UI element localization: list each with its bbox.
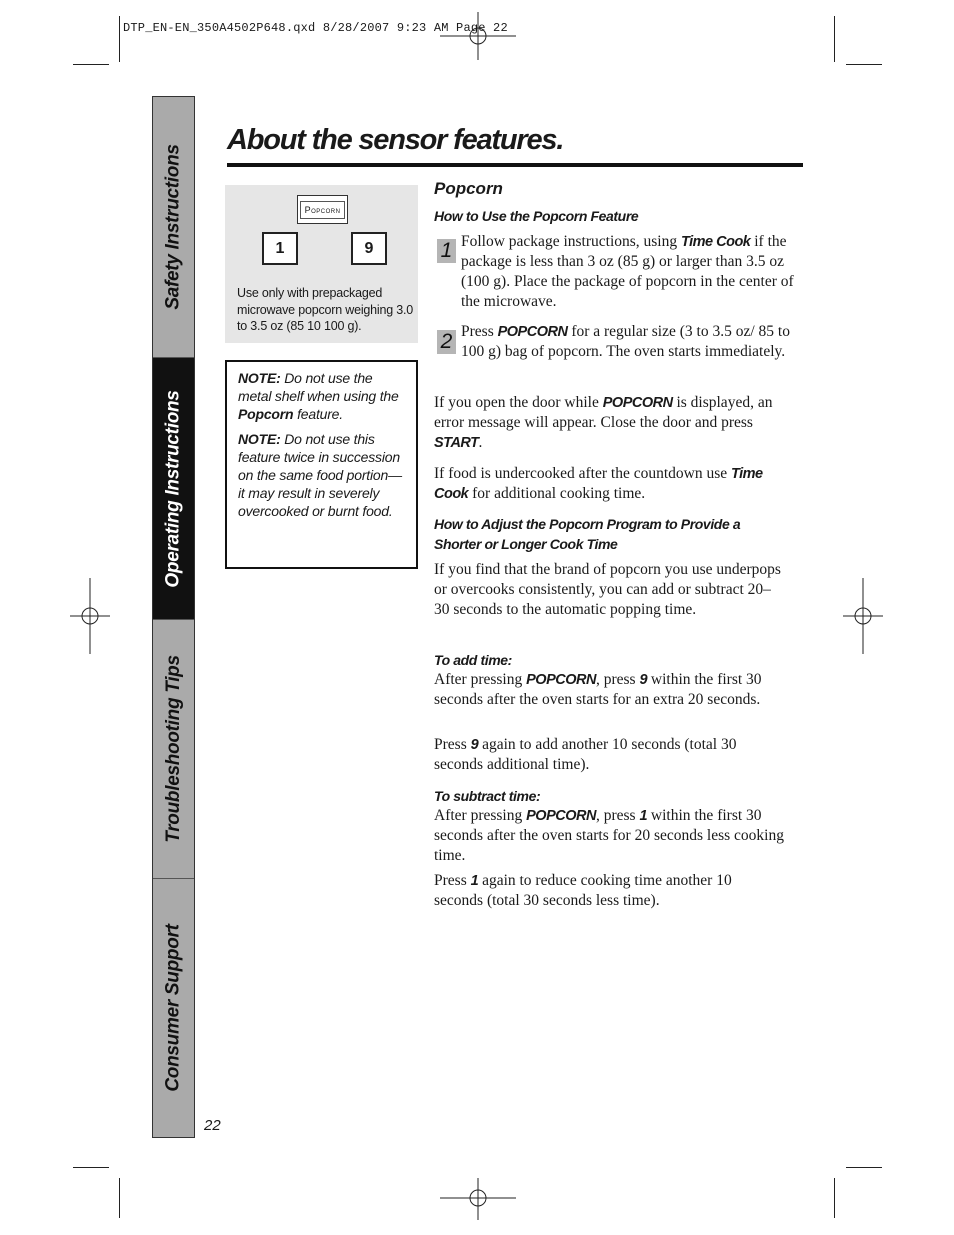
adjust-paragraph: If you find that the brand of popcorn you use underpops or overcooks consistently, you can add or subtract 20–30 seconds to the automatic popping time. [434,561,781,618]
section-tabs [152,96,195,1138]
step-2-number: 2 [437,330,456,354]
popcorn-heading: Popcorn [434,179,503,198]
adjust-heading: How to Adjust the Popcorn Program to Provide a Shorter or Longer Cook Time [434,516,741,552]
subtract-time-paragraph-1: After pressing POPCORN, press 1 within the first 30 seconds after the oven starts for 20 seconds less cooking time. [434,807,784,864]
add-time-paragraph-1: After pressing POPCORN, press 9 within the first 30 seconds after the oven starts for an extra 20 seconds. [434,671,762,708]
key-9-illustration: 9 [351,232,387,265]
subtract-time-heading: To subtract time: [434,788,541,804]
add-time-paragraph-2: Press 9 again to add another 10 seconds (total 30 seconds additional time). [434,736,737,773]
panel-caption: Use only with prepackaged microwave popcorn weighing 3.0 to 3.5 oz (85 10 100 g). [237,286,414,333]
step-1-number: 1 [437,239,456,263]
tab-safety-instructions[interactable]: Safety Instructions [162,144,184,310]
key-1-illustration: 1 [262,232,298,265]
step-2-text: Press POPCORN for a regular size (3 to 3.5 oz/ 85 to 100 g) bag of popcorn. The oven starts immediately. [461,323,790,360]
undercooked-paragraph: If food is undercooked after the countdown use Time Cook for additional cooking time. [434,465,763,502]
registration-mark-top [440,10,516,62]
note-box [225,360,418,569]
door-open-paragraph: If you open the door while POPCORN is displayed, an error message will appear. Close the door and press START. [434,394,773,451]
add-time-heading: To add time: [434,652,512,668]
page-number: 22 [204,1117,221,1134]
tab-operating-instructions[interactable]: Operating Instructions [153,358,194,619]
title-rule [227,163,803,167]
tab-troubleshooting-tips[interactable]: Troubleshooting Tips [162,655,184,843]
page-title: About the sensor features. [227,124,564,156]
print-slug: DTP_EN-EN_350A4502P648.qxd 8/28/2007 9:23 AM Page 22 [123,21,508,35]
subtract-time-paragraph-2: Press 1 again to reduce cooking time another 10 seconds (total 30 seconds less time). [434,872,732,909]
popcorn-key-illustration: Popcorn [297,195,348,224]
registration-mark-left [70,578,110,654]
keypad-panel [225,185,418,343]
how-to-use-heading: How to Use the Popcorn Feature [434,208,639,224]
note-1: NOTE: Do not use the metal shelf when using the Popcorn feature. [238,370,399,423]
registration-mark-right [843,578,883,654]
tab-consumer-support[interactable]: Consumer Support [162,924,184,1092]
step-1-text: Follow package instructions, using Time Cook if the package is less than 3 oz (85 g) or larger than 3.5 oz (100 g). Place the package of popcorn in the center of the microwave. [461,233,794,310]
registration-mark-bottom [440,1176,516,1222]
note-2: NOTE: Do not use this feature twice in succession on the same food portion—it may result in severely overcooked or burnt food. [238,430,402,520]
